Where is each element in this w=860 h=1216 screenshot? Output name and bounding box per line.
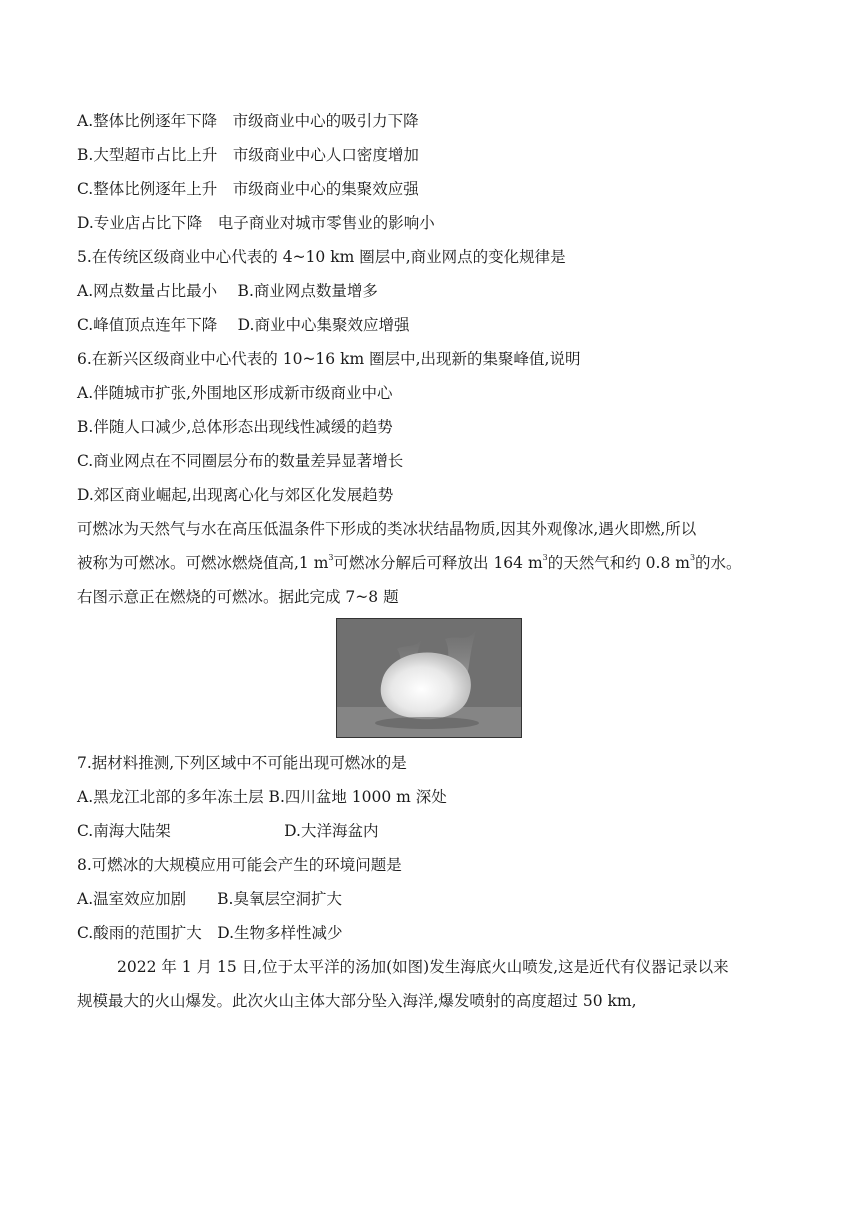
option-line: C.酸雨的范围扩大 D.生物多样性减少	[77, 924, 343, 942]
superscript: 3	[328, 552, 334, 562]
passage-line	[77, 553, 742, 573]
option-line: D.郊区商业崛起,出现离心化与郊区化发展趋势	[77, 486, 394, 504]
option-line: A.网点数量占比最小 B.商业网点数量增多	[77, 282, 378, 300]
option-line: D.专业店占比下降 电子商业对城市零售业的影响小	[77, 214, 435, 232]
question-stem: 7.据材料推测,下列区域中不可能出现可燃冰的是	[77, 754, 407, 772]
burning-ice-illustration	[337, 619, 522, 738]
passage-text: 的水。	[695, 554, 742, 572]
passage-line: 右图示意正在燃烧的可燃冰。据此完成 7~8 题	[77, 588, 399, 606]
option-line: C.南海大陆架 D.大洋海盆内	[77, 822, 379, 840]
passage-line: 规模最大的火山爆发。此次火山主体大部分坠入海洋,爆发喷射的高度超过 50 km,	[77, 992, 637, 1010]
burning-ice-photo	[336, 618, 522, 738]
option-line: C.商业网点在不同圈层分布的数量差异显著增长	[77, 452, 404, 470]
passage-text: 可燃冰分解后可释放出 164 m	[333, 554, 543, 572]
option-line: C.峰值顶点连年下降 D.商业中心集聚效应增强	[77, 316, 410, 334]
option-line: B.伴随人口减少,总体形态出现线性减缓的趋势	[77, 418, 393, 436]
question-stem: 5.在传统区级商业中心代表的 4~10 km 圈层中,商业网点的变化规律是	[77, 248, 566, 266]
option-line: A.伴随城市扩张,外围地区形成新市级商业中心	[77, 384, 393, 402]
superscript: 3	[689, 552, 696, 562]
passage-text: 的天然气和约 0.8 m	[547, 554, 690, 572]
question-stem: 6.在新兴区级商业中心代表的 10~16 km 圈层中,出现新的集聚峰值,说明	[77, 350, 581, 368]
superscript: 3	[542, 552, 548, 562]
option-line: A.温室效应加剧 B.臭氧层空洞扩大	[77, 890, 342, 908]
option-line: B.大型超市占比上升 市级商业中心人口密度增加	[77, 146, 419, 164]
option-line: C.整体比例逐年上升 市级商业中心的集聚效应强	[77, 180, 419, 198]
option-line: A.整体比例逐年下降 市级商业中心的吸引力下降	[77, 112, 419, 130]
passage-text: 被称为可燃冰。可燃冰燃烧值高,1 m	[77, 554, 329, 572]
passage-line: 可燃冰为天然气与水在高压低温条件下形成的类冰状结晶物质,因其外观像冰,遇火即燃,所以	[77, 520, 697, 538]
question-stem: 8.可燃冰的大规模应用可能会产生的环境问题是	[77, 856, 402, 874]
passage-line: 2022 年 1 月 15 日,位于太平洋的汤加(如图)发生海底火山喷发,这是近代有仪器记录以来	[117, 958, 729, 976]
option-line: A.黑龙江北部的多年冻土层 B.四川盆地 1000 m 深处	[77, 788, 447, 806]
